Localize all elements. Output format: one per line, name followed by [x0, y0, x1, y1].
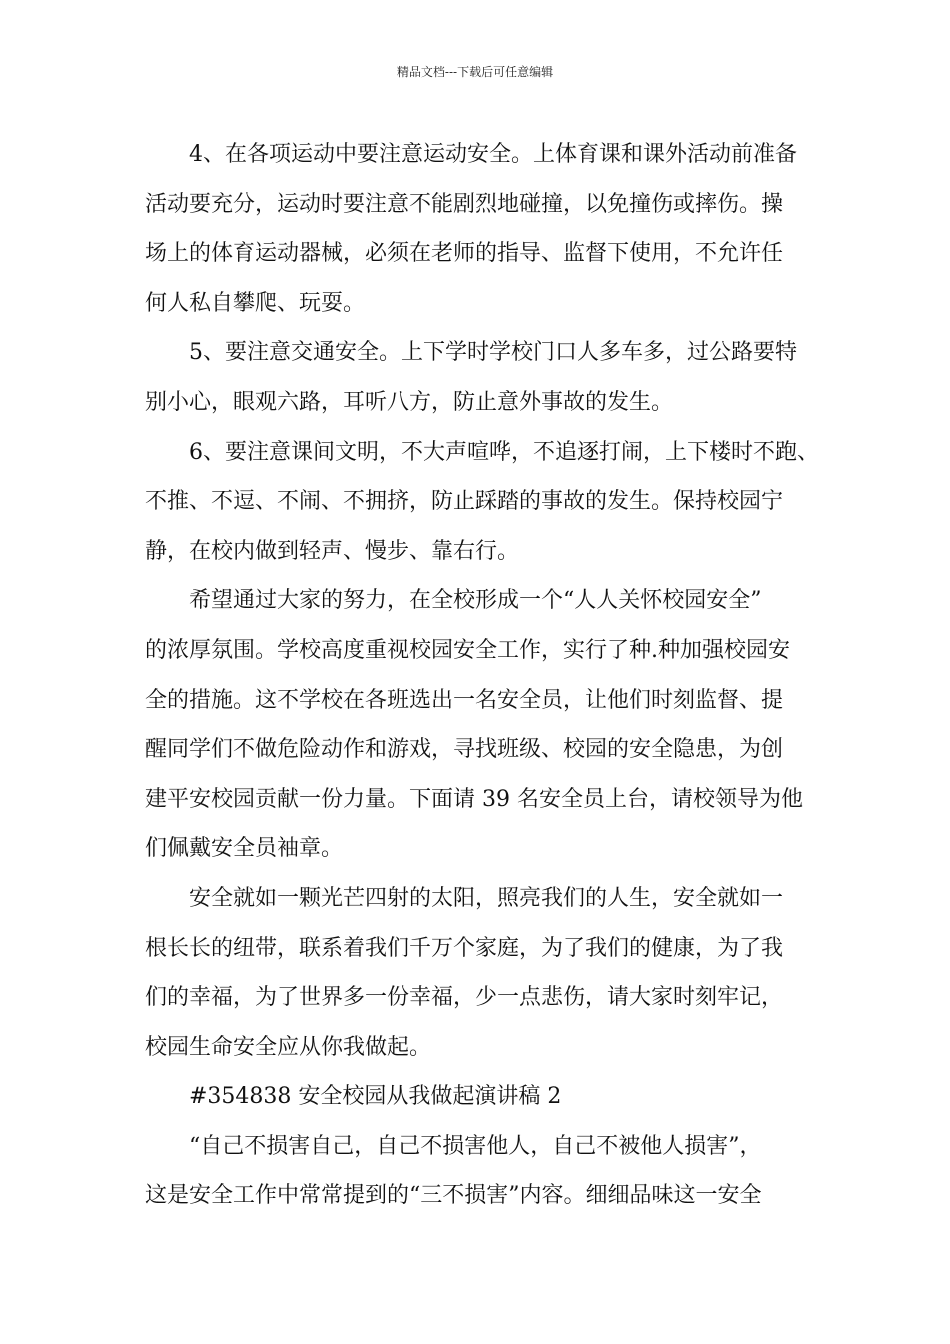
- page-header: 精品文档---下载后可任意编辑: [396, 65, 554, 79]
- paragraph-line: 不推、不逗、不闹、不拥挤，防止踩踏的事故的发生。保持校园宁: [145, 489, 784, 515]
- paragraph-line: 别小心，眼观六路，耳听八方，防止意外事故的发生。: [145, 389, 674, 415]
- paragraph-line: 醒同学们不做危险动作和游戏，寻找班级、校园的安全隐患，为创: [145, 737, 784, 763]
- paragraph-line: 希望通过大家的努力，在全校形成一个“人人关怀校园安全”: [189, 588, 762, 614]
- document-body: [145, 130, 819, 1221]
- paragraph-line: 安全就如一颗光芒四射的太阳，照亮我们的人生，安全就如一: [189, 885, 784, 911]
- paragraph-line: 建平安校园贡献一份力量。下面请 39 名安全员上台，请校领导为他: [145, 786, 803, 812]
- paragraph-line: 们佩戴安全员袖章。: [145, 836, 344, 862]
- paragraph-line: 何人私自攀爬、玩耍。: [145, 290, 366, 316]
- paragraph-line: 这是安全工作中常常提到的“三不损害”内容。细细品味这一安全: [145, 1183, 762, 1209]
- paragraph-line: 5、要注意交通安全。上下学时学校门口人多车多，过公路要特: [189, 340, 797, 366]
- paragraph-line: 校园生命安全应从你我做起。: [145, 1034, 432, 1060]
- section-heading: #354838 安全校园从我做起演讲稿 2: [189, 1084, 562, 1110]
- paragraph-line: 6、要注意课间文明，不大声喧哗，不追逐打闹，上下楼时不跑、: [189, 439, 819, 465]
- paragraph-line: 根长长的纽带，联系着我们千万个家庭，为了我们的健康，为了我: [145, 935, 784, 961]
- paragraph-line: 4、在各项运动中要注意运动安全。上体育课和课外活动前准备: [189, 142, 797, 167]
- paragraph-line: 静，在校内做到轻声、慢步、靠右行。: [145, 538, 520, 564]
- paragraph-line: “自己不损害自己，自己不损害他人，自己不被他人损害”，: [189, 1133, 762, 1159]
- paragraph-line: 全的措施。这不学校在各班选出一名安全员，让他们时刻监督、提: [145, 687, 784, 713]
- paragraph-line: 场上的体育运动器械，必须在老师的指导、监督下使用，不允许任: [145, 241, 784, 267]
- paragraph-line: 的浓厚氛围。学校高度重视校园安全工作，实行了种.种加强校园安: [145, 637, 790, 663]
- paragraph-line: 们的幸福，为了世界多一份幸福，少一点悲伤，请大家时刻牢记，: [145, 985, 784, 1011]
- paragraph-line: 活动要充分，运动时要注意不能剧烈地碰撞，以免撞伤或摔伤。操: [145, 191, 784, 217]
